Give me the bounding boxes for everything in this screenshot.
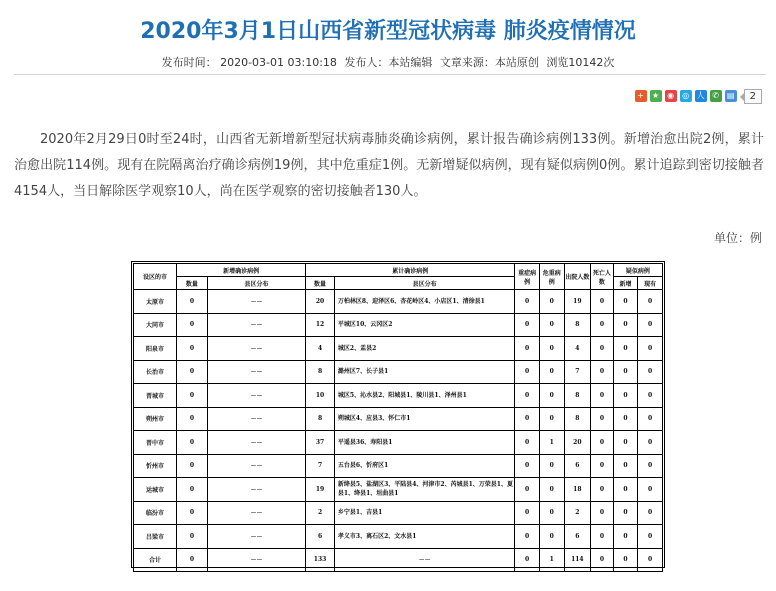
header-cumulative-confirmed: 累计确诊病例: [306, 264, 515, 277]
cell-suspected-current: 0: [638, 548, 663, 572]
cell-severe: 0: [515, 313, 540, 337]
article-paragraph: 2020年2月29日0时至24时，山西省无新增新型冠状病毒肺炎确诊病例，累计报告确诊病例133例。新增治愈出院2例，累计治愈出院114例。现有在院隔离治疗确诊病例19例，其中危重症1例。无新增疑似病例，现有疑似病例0例。累计追踪到密切接触者4154人，当日解除医学观察10人，尚在医学观察的密切接触者130人。: [14, 132, 764, 199]
table-row: [134, 525, 663, 549]
cell-cum-count: 20: [306, 290, 335, 314]
article-meta: [0, 54, 776, 70]
cell-suspected-current: 0: [638, 525, 663, 549]
cell-suspected-current: 0: [638, 290, 663, 314]
cell-critical: 0: [539, 313, 564, 337]
cell-city: 忻州市: [134, 454, 177, 478]
cell-suspected-new: 0: [613, 431, 638, 455]
cell-cum-count: 10: [306, 384, 335, 408]
table-row: [134, 360, 663, 384]
cell-suspected-current: 0: [638, 431, 663, 455]
cell-cum-county: 平遥县36、寿阳县1: [334, 431, 514, 455]
cell-cum-county: 朔城区4、应县3、怀仁市1: [334, 407, 514, 431]
cell-discharged: 7: [564, 360, 591, 384]
cell-suspected-current: 0: [638, 454, 663, 478]
cell-suspected-new: 0: [613, 360, 638, 384]
cell-new-count: 0: [177, 337, 208, 361]
cell-new-count: 0: [177, 525, 208, 549]
table-row: [134, 290, 663, 314]
cell-cum-count: 8: [306, 407, 335, 431]
table-row: [134, 431, 663, 455]
cell-suspected-new: 0: [613, 407, 638, 431]
cell-new-county: －－: [207, 337, 305, 361]
cell-deaths: 0: [591, 313, 614, 337]
cell-suspected-current: 0: [638, 384, 663, 408]
publish-time: 发布时间： 2020-03-01 03:10:18: [161, 56, 337, 69]
case-table: [133, 263, 663, 572]
cell-deaths: 0: [591, 407, 614, 431]
cell-critical: 1: [539, 431, 564, 455]
header-cum-count: 数量: [306, 277, 335, 290]
table-row: [134, 313, 663, 337]
cell-suspected-new: 0: [613, 454, 638, 478]
cell-city: 大同市: [134, 313, 177, 337]
cell-cum-count: 2: [306, 501, 335, 525]
cell-cum-county: 平城区10、云冈区2: [334, 313, 514, 337]
share-bar: [635, 88, 762, 104]
cell-new-count: 0: [177, 454, 208, 478]
cell-city: 临汾市: [134, 501, 177, 525]
cell-critical: 0: [539, 407, 564, 431]
cell-new-county: －－: [207, 384, 305, 408]
cell-critical: 0: [539, 290, 564, 314]
header-suspected-new: 新增: [613, 277, 638, 290]
cell-suspected-new: 0: [613, 501, 638, 525]
cell-new-county: －－: [207, 454, 305, 478]
cell-city: 晋中市: [134, 431, 177, 455]
cell-cum-county: 新绛县5、盐湖区3、平陆县4、河津市2、芮城县1、万荣县1、夏县1、绛县1、垣曲县1: [334, 478, 514, 502]
cell-cum-county: 城区2、盂县2: [334, 337, 514, 361]
cell-discharged: 8: [564, 384, 591, 408]
cell-new-count: 0: [177, 478, 208, 502]
header-suspected: 疑似病例: [613, 264, 662, 277]
article-source: 文章来源：本站原创: [439, 56, 539, 69]
cell-severe: 0: [515, 337, 540, 361]
cell-deaths: 0: [591, 501, 614, 525]
cell-city: 合计: [134, 548, 177, 572]
cell-new-county: －－: [207, 407, 305, 431]
cell-severe: 0: [515, 290, 540, 314]
cell-cum-count: 6: [306, 525, 335, 549]
cell-city: 太原市: [134, 290, 177, 314]
cell-discharged: 19: [564, 290, 591, 314]
cell-new-county: －－: [207, 548, 305, 572]
cell-new-count: 0: [177, 290, 208, 314]
table-row: [134, 454, 663, 478]
cell-deaths: 0: [591, 525, 614, 549]
cell-deaths: 0: [591, 431, 614, 455]
cell-discharged: 6: [564, 454, 591, 478]
view-count: 浏览10142次: [546, 56, 615, 69]
cell-critical: 0: [539, 360, 564, 384]
cell-cum-county: 潞州区7、长子县1: [334, 360, 514, 384]
cell-cum-count: 7: [306, 454, 335, 478]
header-critical: 危重病例: [539, 264, 564, 290]
share-plus-icon[interactable]: +: [635, 90, 647, 102]
share-tencent-weibo-icon[interactable]: ◎: [680, 90, 692, 102]
cell-discharged: 8: [564, 313, 591, 337]
cell-deaths: 0: [591, 384, 614, 408]
cell-city: 长治市: [134, 360, 177, 384]
cell-discharged: 18: [564, 478, 591, 502]
cell-severe: 0: [515, 501, 540, 525]
divider: [14, 74, 766, 75]
header-suspected-current: 现有: [638, 277, 663, 290]
cell-cum-county: －－: [334, 548, 514, 572]
table-row: [134, 384, 663, 408]
cell-new-count: 0: [177, 313, 208, 337]
cell-suspected-new: 0: [613, 525, 638, 549]
cell-severe: 0: [515, 431, 540, 455]
cell-severe: 0: [515, 384, 540, 408]
cell-deaths: 0: [591, 548, 614, 572]
cell-suspected-current: 0: [638, 360, 663, 384]
cell-suspected-new: 0: [613, 384, 638, 408]
cell-deaths: 0: [591, 337, 614, 361]
share-count: 2: [744, 89, 762, 104]
header-deaths: 死亡人数: [591, 264, 614, 290]
cell-deaths: 0: [591, 478, 614, 502]
cell-suspected-current: 0: [638, 407, 663, 431]
cell-city: 朔州市: [134, 407, 177, 431]
table-row: [134, 548, 663, 572]
table-body: [134, 290, 663, 572]
cell-critical: 0: [539, 454, 564, 478]
cell-suspected-new: 0: [613, 313, 638, 337]
cell-new-county: －－: [207, 525, 305, 549]
cell-discharged: 4: [564, 337, 591, 361]
cell-cum-count: 37: [306, 431, 335, 455]
cell-severe: 0: [515, 407, 540, 431]
cell-suspected-new: 0: [613, 337, 638, 361]
cell-deaths: 0: [591, 454, 614, 478]
table-row: [134, 501, 663, 525]
cell-critical: 0: [539, 337, 564, 361]
share-weibo-icon[interactable]: ◉: [665, 90, 677, 102]
cell-new-count: 0: [177, 384, 208, 408]
cell-critical: 0: [539, 384, 564, 408]
cell-new-count: 0: [177, 360, 208, 384]
cell-deaths: 0: [591, 360, 614, 384]
cell-critical: 1: [539, 548, 564, 572]
cell-suspected-current: 0: [638, 478, 663, 502]
cell-discharged: 114: [564, 548, 591, 572]
cell-discharged: 8: [564, 407, 591, 431]
cell-cum-county: 城区5、沁水县2、阳城县1、陵川县1、泽州县1: [334, 384, 514, 408]
cell-suspected-new: 0: [613, 478, 638, 502]
cell-cum-county: 乡宁县1、吉县1: [334, 501, 514, 525]
cell-critical: 0: [539, 478, 564, 502]
cell-severe: 0: [515, 478, 540, 502]
cell-discharged: 20: [564, 431, 591, 455]
cell-new-county: －－: [207, 478, 305, 502]
cell-suspected-new: 0: [613, 290, 638, 314]
header-new-county: 县区分布: [207, 277, 305, 290]
table-row: [134, 407, 663, 431]
cell-cum-count: 12: [306, 313, 335, 337]
cell-cum-count: 8: [306, 360, 335, 384]
header-new-confirmed: 新增确诊病例: [177, 264, 306, 277]
share-qzone-icon[interactable]: ★: [650, 90, 662, 102]
cell-deaths: 0: [591, 290, 614, 314]
cell-new-county: －－: [207, 431, 305, 455]
cell-discharged: 2: [564, 501, 591, 525]
cell-new-count: 0: [177, 431, 208, 455]
cell-discharged: 6: [564, 525, 591, 549]
header-discharged: 出院人数: [564, 264, 591, 290]
cell-new-county: －－: [207, 313, 305, 337]
cell-critical: 0: [539, 501, 564, 525]
cell-cum-count: 19: [306, 478, 335, 502]
cell-severe: 0: [515, 548, 540, 572]
cell-suspected-current: 0: [638, 501, 663, 525]
cell-severe: 0: [515, 454, 540, 478]
cell-city: 运城市: [134, 478, 177, 502]
cell-cum-count: 4: [306, 337, 335, 361]
table-row: [134, 478, 663, 502]
cell-severe: 0: [515, 360, 540, 384]
cell-city: 阳泉市: [134, 337, 177, 361]
cell-suspected-current: 0: [638, 337, 663, 361]
cell-critical: 0: [539, 525, 564, 549]
header-new-count: 数量: [177, 277, 208, 290]
cell-new-count: 0: [177, 501, 208, 525]
share-renren-icon[interactable]: 人: [696, 91, 705, 100]
page-title: 2020年3月1日山西省新型冠状病毒 肺炎疫情情况: [140, 19, 636, 44]
table-row: [134, 337, 663, 361]
header-cum-county: 县区分布: [334, 277, 514, 290]
cell-cum-county: 万柏林区8、迎泽区6、杏花岭区4、小店区1、清徐县1: [334, 290, 514, 314]
cell-new-county: －－: [207, 501, 305, 525]
cell-cum-county: 孝义市3、离石区2、文水县1: [334, 525, 514, 549]
share-more-icon[interactable]: ▤: [725, 90, 737, 102]
cell-suspected-current: 0: [638, 313, 663, 337]
header-severe: 重症病例: [515, 264, 540, 290]
cell-new-count: 0: [177, 407, 208, 431]
cell-cum-county: 五台县6、忻府区1: [334, 454, 514, 478]
header-city: 设区的市: [134, 264, 177, 290]
cell-cum-count: 133: [306, 548, 335, 572]
share-wechat-icon[interactable]: ✆: [710, 90, 722, 102]
cell-new-county: －－: [207, 290, 305, 314]
publisher: 发布人：本站编辑: [344, 56, 433, 69]
cell-new-count: 0: [177, 548, 208, 572]
cell-city: 吕梁市: [134, 525, 177, 549]
cell-suspected-new: 0: [613, 548, 638, 572]
cell-city: 晋城市: [134, 384, 177, 408]
cell-new-county: －－: [207, 360, 305, 384]
cell-severe: 0: [515, 525, 540, 549]
unit-label: 单位：例: [713, 231, 762, 245]
